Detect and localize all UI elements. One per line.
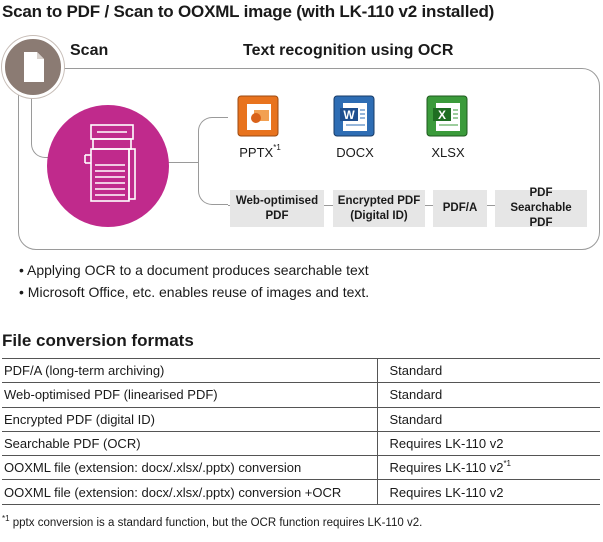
docx-caption: DOCX bbox=[336, 145, 374, 160]
table-row bbox=[2, 480, 600, 504]
status-cell: Requires LK-110 v2 bbox=[377, 480, 600, 504]
branch-connector bbox=[198, 117, 228, 205]
mfp-device-icon bbox=[47, 105, 169, 227]
format-cell: Web-optimised PDF (linearised PDF) bbox=[2, 383, 377, 407]
bullet-list bbox=[19, 259, 369, 303]
table-row bbox=[2, 359, 600, 383]
encrypted-pdf-box: Encrypted PDF (Digital ID) bbox=[333, 190, 425, 227]
pdfa-box: PDF/A bbox=[433, 190, 487, 227]
top-branch-line bbox=[168, 162, 199, 163]
section-title: File conversion formats bbox=[2, 331, 194, 350]
table-row bbox=[2, 431, 600, 455]
footnote: $^{*1}$ pptx conversion is a standard function, but the OCR function requires LK-110 v2. bbox=[2, 514, 423, 529]
excel-icon bbox=[425, 94, 467, 132]
format-cell: OOXML file (extension: docx/.xlsx/.pptx) conversion +OCR bbox=[2, 480, 377, 504]
web-optimised-pdf-box: Web-optimised PDF bbox=[230, 190, 324, 227]
scan-document-icon bbox=[2, 36, 64, 98]
table-row bbox=[2, 383, 600, 407]
ocr-label: Text recognition using OCR bbox=[243, 42, 454, 59]
format-cell: Searchable PDF (OCR) bbox=[2, 431, 377, 455]
table-row bbox=[2, 456, 600, 480]
svg-text:X: X bbox=[437, 108, 447, 122]
bullet-item: • Microsoft Office, etc. enables reuse of images and text. bbox=[19, 284, 370, 300]
table-row bbox=[2, 407, 600, 431]
word-icon bbox=[332, 94, 374, 132]
status-cell: Standard bbox=[377, 407, 600, 431]
svg-text:W: W bbox=[343, 108, 355, 122]
page-title: Scan to PDF / Scan to OOXML image (with LK-110 v2 installed) bbox=[2, 2, 495, 21]
bullet-item: • Applying OCR to a document produces searchable text bbox=[19, 262, 369, 278]
pptx-caption: PPTX$^{*1}$ bbox=[239, 143, 281, 160]
format-cell: Encrypted PDF (digital ID) bbox=[2, 407, 377, 431]
status-cell: Standard bbox=[377, 383, 600, 407]
format-cell: PDF/A (long-term archiving) bbox=[2, 359, 377, 383]
file-formats-table bbox=[2, 358, 600, 505]
searchable-pdf-box: PDF Searchable PDF bbox=[495, 190, 587, 227]
status-cell: Requires LK-110 v2 bbox=[377, 431, 600, 455]
format-cell: OOXML file (extension: docx/.xlsx/.pptx) conversion bbox=[2, 456, 377, 480]
xlsx-caption: XLSX bbox=[431, 145, 465, 160]
scan-label: Scan bbox=[70, 42, 109, 59]
powerpoint-icon bbox=[236, 94, 278, 132]
status-cell: Standard bbox=[377, 359, 600, 383]
status-cell: Requires LK-110 v2$^{*1}$ bbox=[377, 456, 600, 480]
